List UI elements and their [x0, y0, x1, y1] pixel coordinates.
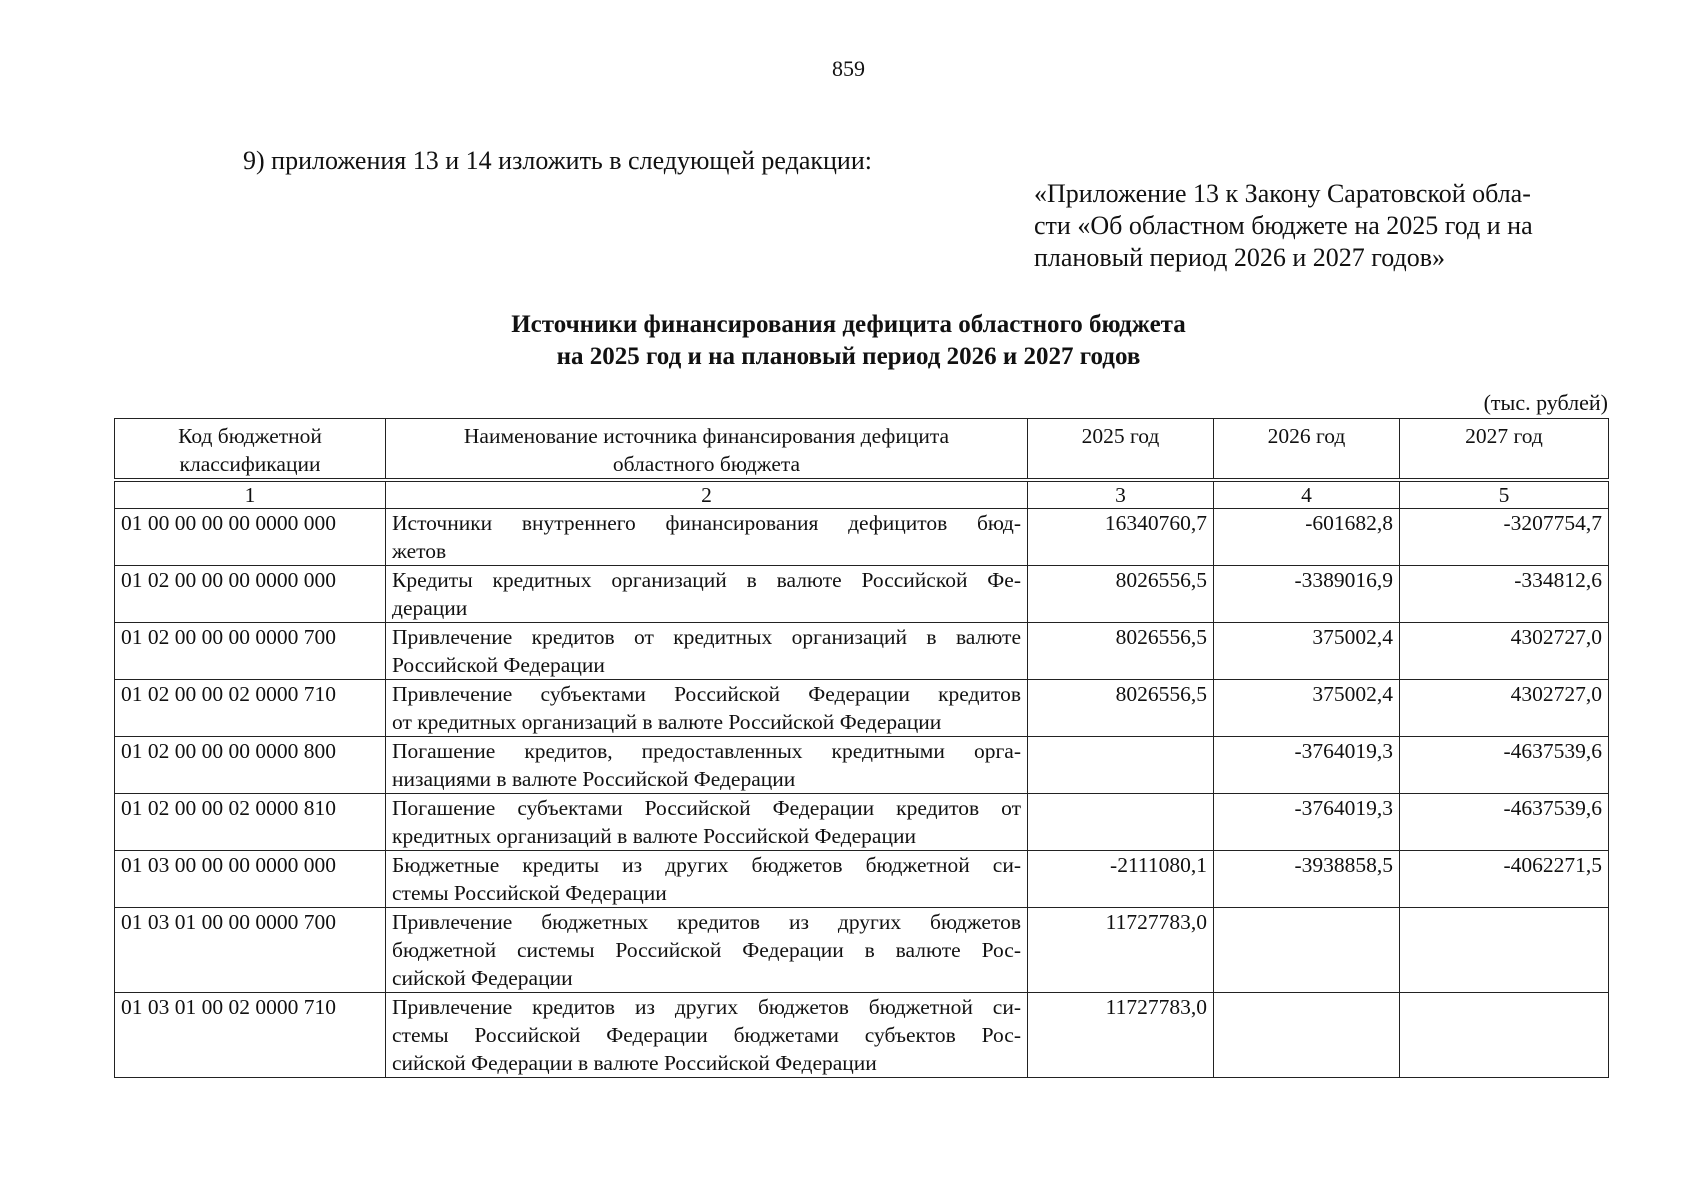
cell-value-2026 — [1214, 993, 1400, 1078]
header-code — [115, 419, 386, 481]
cell-value-2027: -334812,6 — [1400, 566, 1609, 623]
header-code-line: классификации — [179, 452, 321, 476]
instruction-text: 9) приложения 13 и 14 изложить в следующей редакции: — [243, 146, 872, 175]
cell-value-2026 — [1214, 908, 1400, 993]
cell-name — [386, 851, 1028, 908]
column-number: 3 — [1028, 480, 1214, 509]
units-label: (тыс. рублей) — [1483, 390, 1608, 415]
document-title-line: на 2025 год и на плановый период 2026 и 2027 годов — [556, 343, 1141, 370]
cell-name-line: Бюджетные кредиты из других бюджетов бюджетной си- — [392, 853, 1021, 877]
column-number: 5 — [1400, 480, 1609, 509]
column-number: 1 — [115, 480, 386, 509]
cell-code: 01 02 00 00 02 0000 710 — [115, 680, 386, 737]
cell-code: 01 02 00 00 00 0000 800 — [115, 737, 386, 794]
cell-value-2027: 4302727,0 — [1400, 623, 1609, 680]
cell-value-2026: -601682,8 — [1214, 509, 1400, 566]
cell-value-2026: -3389016,9 — [1214, 566, 1400, 623]
cell-value-2026: -3938858,5 — [1214, 851, 1400, 908]
cell-name-line: Погашение субъектами Российской Федерации кредитов от — [392, 796, 1021, 820]
cell-value-2027: 4302727,0 — [1400, 680, 1609, 737]
cell-name-line: дерации — [392, 596, 468, 620]
cell-value-2025 — [1028, 737, 1214, 794]
cell-code: 01 02 00 00 02 0000 810 — [115, 794, 386, 851]
cell-code: 01 03 01 00 00 0000 700 — [115, 908, 386, 993]
cell-name — [386, 908, 1028, 993]
table-row — [115, 851, 1609, 908]
cell-value-2025: 16340760,7 — [1028, 509, 1214, 566]
cell-name-line: Привлечение бюджетных кредитов из других бюджетов — [392, 910, 1021, 934]
cell-name — [386, 623, 1028, 680]
header-2026: 2026 год — [1214, 419, 1400, 481]
cell-code: 01 03 00 00 00 0000 000 — [115, 851, 386, 908]
cell-name-line: Погашение кредитов, предоставленных кредитными орга- — [392, 739, 1021, 763]
header-name — [386, 419, 1028, 481]
cell-code: 01 02 00 00 00 0000 700 — [115, 623, 386, 680]
cell-name-line: Привлечение кредитов от кредитных организаций в валюте — [392, 625, 1021, 649]
appendix-reference-line: плановый период 2026 и 2027 годов» — [1034, 243, 1446, 272]
table-header-row — [115, 419, 1609, 481]
header-name-line: Наименование источника финансирования дефицита — [463, 424, 950, 448]
table-row — [115, 623, 1609, 680]
header-2027: 2027 год — [1400, 419, 1609, 481]
appendix-reference — [1034, 178, 1594, 274]
cell-value-2026: -3764019,3 — [1214, 737, 1400, 794]
financing-sources-table — [114, 418, 1609, 1078]
table-row — [115, 680, 1609, 737]
cell-name — [386, 794, 1028, 851]
cell-code: 01 02 00 00 00 0000 000 — [115, 566, 386, 623]
cell-value-2025: 8026556,5 — [1028, 680, 1214, 737]
cell-name — [386, 993, 1028, 1078]
cell-value-2027: -3207754,7 — [1400, 509, 1609, 566]
cell-name — [386, 737, 1028, 794]
document-title-line: Источники финансирования дефицита областного бюджета — [511, 311, 1186, 338]
appendix-reference-line: сти «Об областном бюджете на 2025 год и на — [1034, 211, 1533, 240]
header-2025: 2025 год — [1028, 419, 1214, 481]
cell-value-2026: 375002,4 — [1214, 680, 1400, 737]
cell-value-2025: -2111080,1 — [1028, 851, 1214, 908]
cell-name-line: стемы Российской Федерации бюджетами субъектов Рос- — [392, 1023, 1021, 1047]
cell-name-line: Кредиты кредитных организаций в валюте Российской Фе- — [392, 568, 1021, 592]
cell-code: 01 03 01 00 02 0000 710 — [115, 993, 386, 1078]
cell-code: 01 00 00 00 00 0000 000 — [115, 509, 386, 566]
cell-name-line: Источники внутреннего финансирования дефицитов бюд- — [392, 511, 1021, 535]
column-number-row — [115, 480, 1609, 509]
cell-value-2025: 8026556,5 — [1028, 566, 1214, 623]
table-row — [115, 566, 1609, 623]
cell-value-2027: -4062271,5 — [1400, 851, 1609, 908]
table-row — [115, 794, 1609, 851]
cell-name-line: сийской Федерации в валюте Российской Федерации — [392, 1051, 877, 1075]
cell-value-2027: -4637539,6 — [1400, 794, 1609, 851]
header-code-line: Код бюджетной — [178, 424, 322, 448]
cell-value-2026: 375002,4 — [1214, 623, 1400, 680]
cell-name-line: бюджетной системы Российской Федерации в валюте Рос- — [392, 938, 1021, 962]
cell-value-2027 — [1400, 993, 1609, 1078]
cell-value-2025: 8026556,5 — [1028, 623, 1214, 680]
column-number: 2 — [386, 480, 1028, 509]
appendix-reference-line: «Приложение 13 к Закону Саратовской обла- — [1034, 179, 1531, 208]
cell-name-line: жетов — [392, 539, 447, 563]
cell-value-2027 — [1400, 908, 1609, 993]
cell-name-line: Привлечение кредитов из других бюджетов бюджетной си- — [392, 995, 1021, 1019]
cell-value-2025 — [1028, 794, 1214, 851]
table-row — [115, 509, 1609, 566]
page-number: 859 — [832, 56, 865, 81]
cell-name-line: Российской Федерации — [392, 653, 605, 677]
cell-name-line: Привлечение субъектами Российской Федерации кредитов — [392, 682, 1021, 706]
cell-name-line: низациями в валюте Российской Федерации — [392, 767, 796, 791]
column-number: 4 — [1214, 480, 1400, 509]
cell-name-line: сийской Федерации — [392, 966, 573, 990]
table-row — [115, 993, 1609, 1078]
cell-name-line: от кредитных организаций в валюте Российской Федерации — [392, 710, 942, 734]
cell-value-2025: 11727783,0 — [1028, 993, 1214, 1078]
header-name-line: областного бюджета — [612, 452, 801, 476]
cell-name-line: кредитных организаций в валюте Российской Федерации — [392, 824, 916, 848]
cell-name — [386, 680, 1028, 737]
cell-name-line: стемы Российской Федерации — [392, 881, 667, 905]
cell-value-2027: -4637539,6 — [1400, 737, 1609, 794]
cell-value-2026: -3764019,3 — [1214, 794, 1400, 851]
cell-value-2025: 11727783,0 — [1028, 908, 1214, 993]
table-row — [115, 737, 1609, 794]
table-row — [115, 908, 1609, 993]
cell-name — [386, 566, 1028, 623]
cell-name — [386, 509, 1028, 566]
document-title — [0, 309, 1697, 373]
